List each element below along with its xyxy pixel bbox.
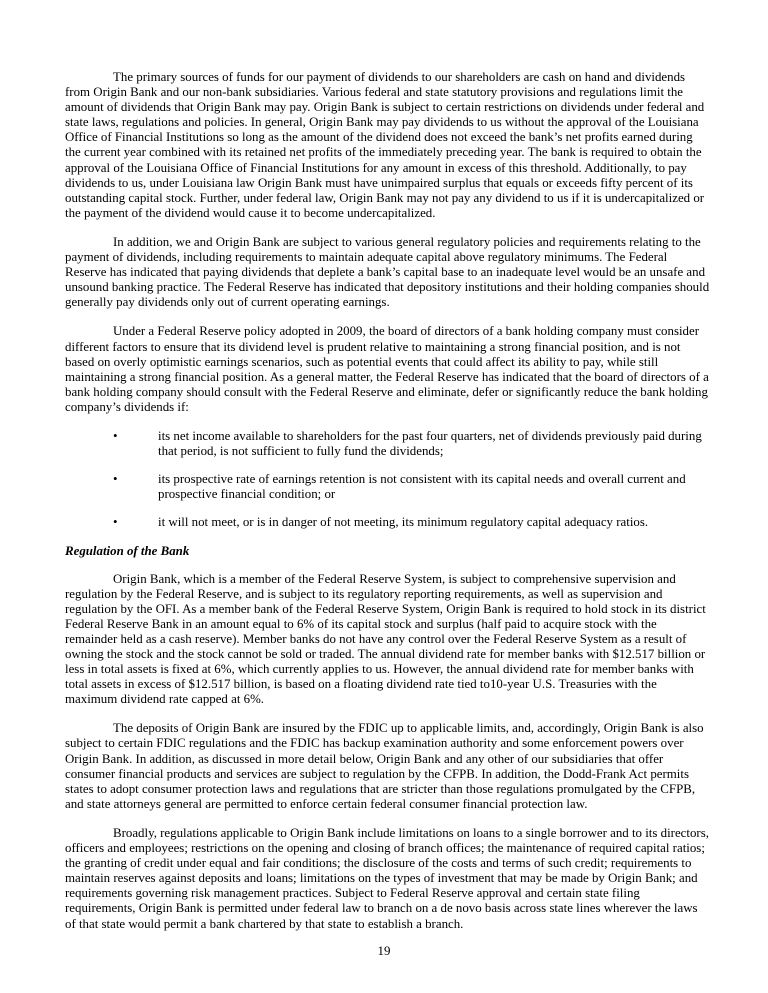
document-content — [65, 70, 710, 946]
paragraph-fdic-cfpb: The deposits of Origin Bank are insured by the FDIC up to applicable limits, and, accordingly, Origin Bank is also subject to certain FDIC regulations and the FDIC has backup examination authority and some enforcement powers over Origin Bank. In addition, as discussed in more detail below, Origin Bank and any other of our subsidiaries that offer consumer financial products and services are subject to regulation by the CFPB. In addition, the Dodd-Frank Act permits states to adopt consumer protection laws and regulations that are stricter than those regulations promulgated by the CFPB, and state attorneys general are permitted to enforce certain federal consumer financial protection law. — [65, 721, 704, 811]
bullet-list — [113, 429, 710, 530]
paragraph-federal-reserve-policy: Under a Federal Reserve policy adopted in 2009, the board of directors of a bank holding company must consider different factors to ensure that its dividend level is prudent relative to maintaining a strong financial position, and is not based on overly optimistic earnings scenarios, such as potential events that could affect its ability to pay, while still maintaining a strong financial position. As a general matter, the Federal Reserve has indicated that the board of directors of a bank holding company should consult with the Federal Reserve and eliminate, defer or significantly reduce the bank holding company’s dividends if: — [65, 324, 709, 414]
paragraph-dividend-sources: The primary sources of funds for our payment of dividends to our shareholders are cash on hand and dividends from Origin Bank and our non-bank subsidiaries. Various federal and state statutory provisions and regulations limit the amount of dividends that Origin Bank may pay. Origin Bank is subject to certain restrictions on dividends under federal and state laws, regulations and policies. In general, Origin Bank may pay dividends to us without the approval of the Louisiana Office of Financial Institutions so long as the amount of the dividend does not exceed the bank’s net profits earned during the current year combined with its retained net profits of the immediately preceding year. The bank is required to obtain the approval of the Louisiana Office of Financial Institutions for any amount in excess of this threshold. Additionally, to pay dividends to us, under Louisiana law Origin Bank must have unimpaired surplus that equals or exceeds fifty percent of its outstanding capital stock. Further, under federal law, Origin Bank may not pay any dividend to us if it is undercapitalized or the payment of the dividend would cause it to become undercapitalized. — [65, 70, 705, 220]
bullet-icon: • — [113, 472, 118, 487]
list-item — [113, 515, 710, 530]
list-item — [113, 429, 710, 459]
section-heading-regulation-of-the-bank: Regulation of the Bank — [65, 544, 190, 559]
bullet-text-capital-adequacy: it will not meet, or is in danger of not meeting, its minimum regulatory capital adequacy ratios. — [158, 515, 649, 530]
bullet-text-earnings-retention: its prospective rate of earnings retention is not consistent with its capital needs and overall current and prospective financial condition; or — [158, 472, 686, 502]
page-number: 19 — [377, 944, 391, 958]
bullet-text-net-income: its net income available to shareholders for the past four quarters, net of dividends previously paid during that period, is not sufficient to fully fund the dividends; — [158, 428, 702, 459]
list-item — [113, 472, 710, 502]
bullet-icon: • — [113, 515, 118, 530]
paragraph-broad-regulations: Broadly, regulations applicable to Origin Bank include limitations on loans to a single borrower and to its directors, officers and employees; restrictions on the opening and closing of branch offices; the maintenance of required capital ratios; the granting of credit under equal and fair conditions; the disclosure of the costs and terms of such credit; requirements to maintain reserves against deposits and loans; limitations on the types of investment that may be made by Origin Bank; and requirements governing risk management practices. Subject to Federal Reserve approval and certain state filing requirements, Origin Bank is permitted under federal law to branch on a de novo basis across state lines wherever the laws of that state would permit a bank chartered by that state to establish a branch. — [65, 825, 709, 931]
paragraph-federal-reserve-membership: Origin Bank, which is a member of the Federal Reserve System, is subject to comprehensive supervision and regulation by the Federal Reserve, and is subject to its regulatory reporting requirements, as well as supervision and regulation by the OFI. As a member bank of the Federal Reserve System, Origin Bank is required to hold stock in its district Federal Reserve Bank in an amount equal to 6% of its capital stock and surplus (half paid to acquire stock with the remainder held as a cash reserve). Member banks do not have any control over the Federal Reserve System as a result of owning the stock and the stock cannot be sold or traded. The annual dividend rate for member banks with $12.517 billion or less in total assets is fixed at 6%, which currently applies to us. However, the annual dividend rate for member banks with total assets in excess of $12.517 billion, is based on a floating dividend rate tied to10-year U.S. Treasuries with the maximum dividend rate capped at 6%. — [65, 571, 706, 707]
bullet-icon: • — [113, 428, 118, 443]
paragraph-regulatory-policies: In addition, we and Origin Bank are subject to various general regulatory policies and requirements relating to the payment of dividends, including requirements to maintain adequate capital above regulatory minimums. The Federal Reserve has indicated that paying dividends that deplete a bank’s capital base to an inadequate level would be an unsafe and unsound banking practice. The Federal Reserve has indicated that depository institutions and their holding companies should generally pay dividends only out of current operating earnings. — [65, 234, 710, 310]
